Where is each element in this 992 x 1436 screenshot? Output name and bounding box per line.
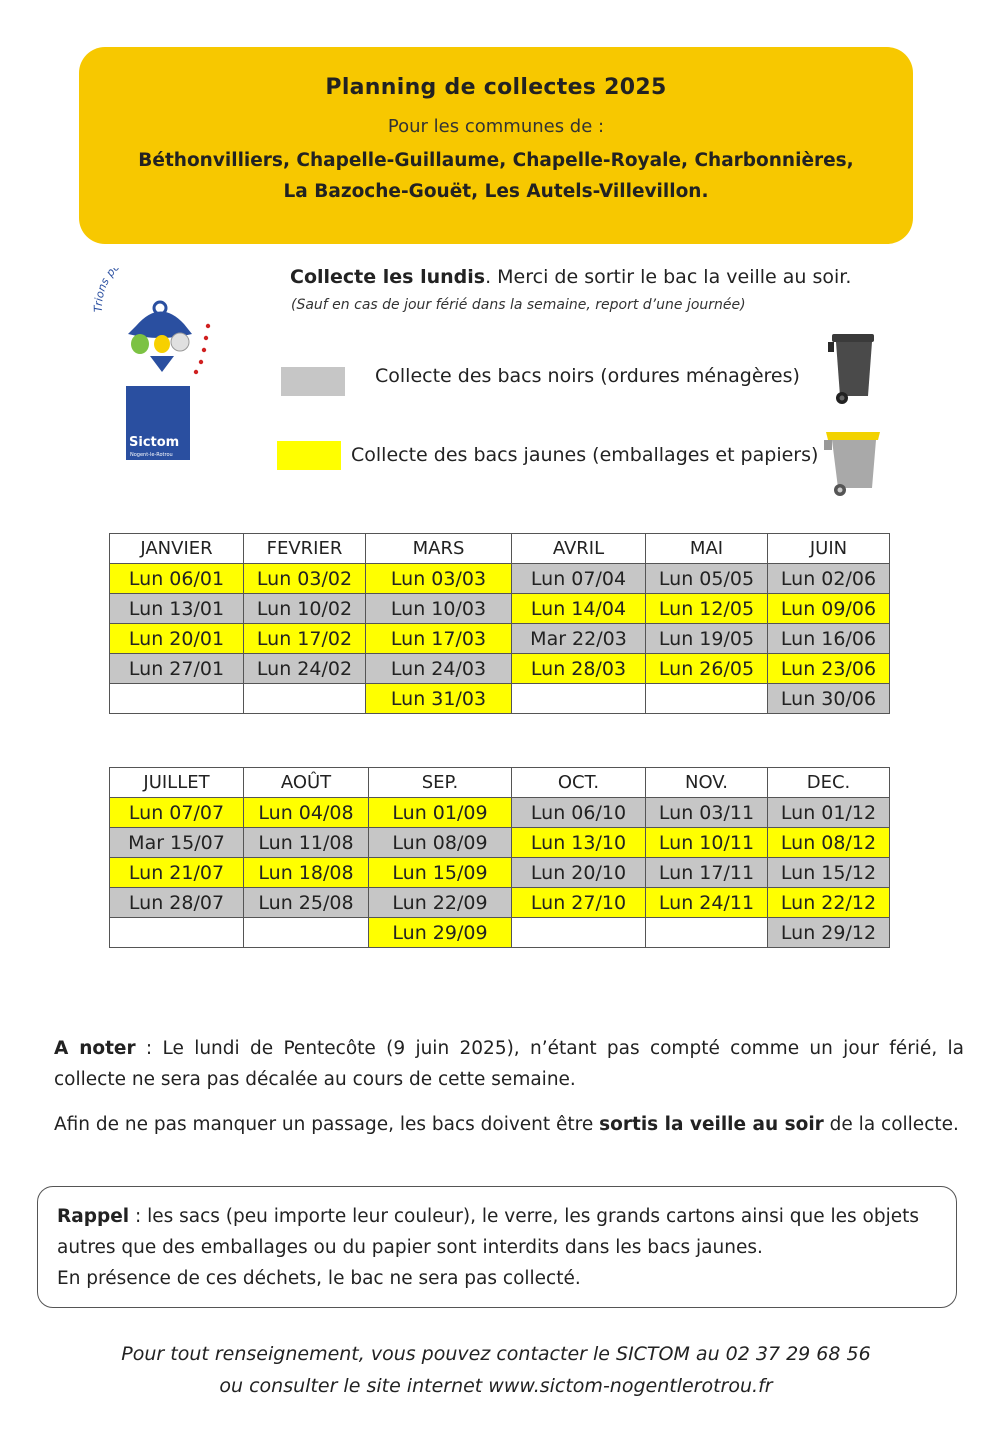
- reminder-line-1: : les sacs (peu importe leur couleur), le verre, les grands cartons ainsi que les objets: [129, 1206, 919, 1227]
- black-bin-date: Lun 15/12: [768, 858, 890, 888]
- reminder-box: [37, 1186, 957, 1308]
- yellow-bin-date: Lun 24/11: [646, 888, 768, 918]
- month-header: OCT.: [512, 768, 646, 798]
- yellow-bin-date: Lun 10/11: [646, 828, 768, 858]
- empty-cell: [110, 918, 244, 948]
- month-header: MAI: [646, 534, 768, 564]
- black-bin-date: Lun 02/06: [768, 564, 890, 594]
- evening-before-note: [54, 1109, 964, 1140]
- yellow-bin-date: Lun 13/10: [512, 828, 646, 858]
- month-header: AVRIL: [512, 534, 646, 564]
- black-bin-date: Lun 19/05: [646, 624, 768, 654]
- empty-cell: [244, 918, 369, 948]
- month-header: MARS: [366, 534, 512, 564]
- communes-line-2: La Bazoche-Gouët, Les Autels-Villevillon.: [283, 181, 709, 202]
- black-bin-date: Lun 01/12: [768, 798, 890, 828]
- table-row: [110, 594, 890, 624]
- black-bin-icon: [826, 328, 882, 406]
- table-row: [110, 684, 890, 714]
- note-line-1: : Le lundi de Pentecôte (9 juin 2025), n’étant pas compté comme un jour férié, la: [135, 1038, 965, 1059]
- yellow-bin-date: Lun 27/10: [512, 888, 646, 918]
- table-row: [110, 858, 890, 888]
- table-row: [110, 798, 890, 828]
- yellow-bin-date: Lun 01/09: [369, 798, 512, 828]
- black-bin-date: Lun 30/06: [768, 684, 890, 714]
- reminder-label: Rappel: [57, 1206, 130, 1227]
- yellow-bin-date: Lun 26/05: [646, 654, 768, 684]
- black-bin-date: Lun 27/01: [110, 654, 244, 684]
- table-row: [110, 564, 890, 594]
- yellow-bin-date: Lun 09/06: [768, 594, 890, 624]
- yellow-bin-date: Lun 07/07: [110, 798, 244, 828]
- yellow-bin-icon: [822, 424, 884, 498]
- reminder-line-2: autres que des emballages ou du papier sont interdits dans les bacs jaunes.: [57, 1237, 763, 1258]
- yellow-bin-date: Lun 29/09: [369, 918, 512, 948]
- yellow-legend-swatch: [277, 441, 341, 470]
- black-bin-date: Lun 22/09: [369, 888, 512, 918]
- black-bin-date: Lun 25/08: [244, 888, 369, 918]
- month-header-row: [110, 534, 890, 564]
- collection-day-rest: . Merci de sortir le bac la veille au soir.: [485, 266, 852, 288]
- yellow-bin-date: Lun 22/12: [768, 888, 890, 918]
- note-p2-a: Afin de ne pas manquer un passage, les bacs doivent être: [54, 1114, 600, 1135]
- black-bin-date: Lun 03/11: [646, 798, 768, 828]
- black-bin-date: Lun 08/09: [369, 828, 512, 858]
- month-header-row: [110, 768, 890, 798]
- black-bin-date: Lun 24/03: [366, 654, 512, 684]
- empty-cell: [646, 918, 768, 948]
- empty-cell: [110, 684, 244, 714]
- black-bin-date: Lun 05/05: [646, 564, 768, 594]
- empty-cell: [646, 684, 768, 714]
- note-line-2: collecte ne sera pas décalée au cours de cette semaine.: [54, 1069, 576, 1090]
- note-label: A noter: [54, 1038, 136, 1059]
- black-bin-date: Lun 07/04: [512, 564, 646, 594]
- yellow-bin-date: Lun 17/03: [366, 624, 512, 654]
- table-row: [110, 654, 890, 684]
- yellow-bin-date: Lun 21/07: [110, 858, 244, 888]
- yellow-legend-label: Collecte des bacs jaunes (emballages et papiers): [351, 444, 819, 466]
- empty-cell: [512, 918, 646, 948]
- black-bin-date: Lun 29/12: [768, 918, 890, 948]
- black-bin-date: Lun 13/01: [110, 594, 244, 624]
- yellow-bin-date: Lun 17/02: [244, 624, 366, 654]
- communes-list: [79, 145, 913, 207]
- yellow-bin-date: Lun 14/04: [512, 594, 646, 624]
- header-banner: [79, 47, 913, 244]
- table-row: [110, 918, 890, 948]
- month-header: SEP.: [369, 768, 512, 798]
- month-header: AOÛT: [244, 768, 369, 798]
- black-bin-date: Lun 16/06: [768, 624, 890, 654]
- black-bin-date: Lun 11/08: [244, 828, 369, 858]
- yellow-bin-date: Lun 04/08: [244, 798, 369, 828]
- logo-tagline: Trions p: [92, 268, 118, 313]
- yellow-bin-date: Lun 12/05: [646, 594, 768, 624]
- note-p2-bold: sortis la veille au soir: [599, 1114, 824, 1135]
- yellow-bin-date: Lun 15/09: [369, 858, 512, 888]
- black-bin-date: Mar 15/07: [110, 828, 244, 858]
- empty-cell: [512, 684, 646, 714]
- contact-line-2: ou consulter le site internet www.sictom-nogentlerotrou.fr: [219, 1375, 773, 1397]
- yellow-bin-date: Lun 18/08: [244, 858, 369, 888]
- collection-day-info: [290, 266, 851, 288]
- month-header: FEVRIER: [244, 534, 366, 564]
- black-bin-date: Mar 22/03: [512, 624, 646, 654]
- holiday-note: (Sauf en cas de jour férié dans la semaine, report d’une journée): [291, 297, 746, 313]
- black-bin-date: Lun 20/10: [512, 858, 646, 888]
- yellow-bin-date: Lun 31/03: [366, 684, 512, 714]
- yellow-bin-date: Lun 06/01: [110, 564, 244, 594]
- month-header: JANVIER: [110, 534, 244, 564]
- yellow-bin-date: Lun 03/02: [244, 564, 366, 594]
- calendar-table-jan-jun: [109, 533, 890, 714]
- grey-legend-label: Collecte des bacs noirs (ordures ménagères): [375, 365, 800, 387]
- banner-subtitle: Pour les communes de :: [387, 116, 605, 137]
- month-header: JUIN: [768, 534, 890, 564]
- table-row: [110, 624, 890, 654]
- black-bin-date: Lun 28/07: [110, 888, 244, 918]
- note-p2-b: de la collecte.: [823, 1114, 959, 1135]
- grey-legend-swatch: [281, 367, 345, 396]
- table-row: [110, 888, 890, 918]
- yellow-bin-date: Lun 20/01: [110, 624, 244, 654]
- black-bin-date: Lun 10/02: [244, 594, 366, 624]
- logo-sub: Nogent-le-Rotrou: [130, 452, 173, 458]
- black-bin-date: Lun 06/10: [512, 798, 646, 828]
- table-row: [110, 828, 890, 858]
- sictom-logo: [92, 268, 222, 464]
- black-bin-date: Lun 24/02: [244, 654, 366, 684]
- collection-day-bold: Collecte les lundis: [290, 266, 486, 288]
- yellow-bin-date: Lun 23/06: [768, 654, 890, 684]
- black-bin-date: Lun 17/11: [646, 858, 768, 888]
- communes-line-1: Béthonvilliers, Chapelle-Guillaume, Chapelle-Royale, Charbonnières,: [138, 150, 854, 171]
- contact-footer: [0, 1338, 992, 1402]
- logo-brand: Sictom: [129, 435, 180, 450]
- pentecost-note: [54, 1033, 964, 1095]
- empty-cell: [244, 684, 366, 714]
- yellow-bin-date: Lun 28/03: [512, 654, 646, 684]
- black-bin-date: Lun 10/03: [366, 594, 512, 624]
- month-header: NOV.: [646, 768, 768, 798]
- page-title: Planning de collectes 2025: [325, 75, 667, 100]
- calendar-table-jul-dec: [109, 767, 890, 948]
- contact-line-1: Pour tout renseignement, vous pouvez contacter le SICTOM au 02 37 29 68 56: [121, 1343, 871, 1365]
- month-header: JUILLET: [110, 768, 244, 798]
- month-header: DEC.: [768, 768, 890, 798]
- reminder-line-3: En présence de ces déchets, le bac ne sera pas collecté.: [57, 1268, 581, 1289]
- yellow-bin-date: Lun 08/12: [768, 828, 890, 858]
- yellow-bin-date: Lun 03/03: [366, 564, 512, 594]
